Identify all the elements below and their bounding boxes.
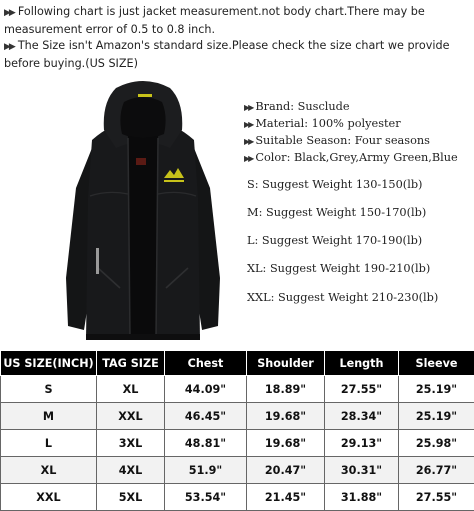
header-sleeve: Sleeve bbox=[399, 351, 474, 376]
double-right-arrow-icon: ▶▶ bbox=[244, 154, 252, 163]
double-right-arrow-icon: ▶▶ bbox=[4, 42, 14, 52]
cell-shoulder: 19.68" bbox=[247, 403, 325, 430]
cell-tag-size: XXL bbox=[97, 403, 165, 430]
jacket-illustration bbox=[58, 78, 228, 346]
note-text: Following chart is just jacket measurement.not body chart.There may be measurement error of 0.5 to 0.8 inch. bbox=[4, 5, 425, 36]
cell-sleeve: 27.55" bbox=[399, 484, 474, 511]
cell-us-size: XL bbox=[1, 457, 97, 484]
header-us-size: US SIZE(INCH) bbox=[1, 351, 97, 376]
header-chest: Chest bbox=[165, 351, 247, 376]
table-row bbox=[1, 484, 474, 511]
header-tag-size: TAG SIZE bbox=[97, 351, 165, 376]
double-right-arrow-icon: ▶▶ bbox=[244, 137, 252, 146]
cell-length: 30.31" bbox=[325, 457, 399, 484]
cell-tag-size: 4XL bbox=[97, 457, 165, 484]
double-right-arrow-icon: ▶▶ bbox=[4, 8, 14, 18]
cell-sleeve: 26.77" bbox=[399, 457, 474, 484]
spec-season bbox=[244, 132, 472, 149]
cell-us-size: XXL bbox=[1, 484, 97, 511]
weight-line-m: M: Suggest Weight 150-170(lb) bbox=[247, 206, 426, 219]
header-length: Length bbox=[325, 351, 399, 376]
double-right-arrow-icon: ▶▶ bbox=[244, 103, 252, 112]
cell-length: 29.13" bbox=[325, 430, 399, 457]
cell-sleeve: 25.98" bbox=[399, 430, 474, 457]
cell-us-size: S bbox=[1, 376, 97, 403]
spec-text: Color: Black,Grey,Army Green,Blue bbox=[255, 151, 457, 164]
table-row bbox=[1, 430, 474, 457]
cell-shoulder: 19.68" bbox=[247, 430, 325, 457]
cell-shoulder: 20.47" bbox=[247, 457, 325, 484]
cell-length: 31.88" bbox=[325, 484, 399, 511]
cell-length: 28.34" bbox=[325, 403, 399, 430]
spec-brand bbox=[244, 98, 472, 115]
measurement-notes bbox=[4, 4, 470, 72]
table-row bbox=[1, 376, 474, 403]
cell-chest: 51.9" bbox=[165, 457, 247, 484]
weight-line-l: L: Suggest Weight 170-190(lb) bbox=[247, 234, 422, 247]
double-right-arrow-icon: ▶▶ bbox=[244, 120, 252, 129]
cell-chest: 44.09" bbox=[165, 376, 247, 403]
size-chart-table bbox=[0, 350, 474, 511]
note-line bbox=[4, 38, 470, 72]
cell-tag-size: 5XL bbox=[97, 484, 165, 511]
cell-chest: 53.54" bbox=[165, 484, 247, 511]
cell-sleeve: 25.19" bbox=[399, 376, 474, 403]
spec-text: Brand: Susclude bbox=[255, 100, 349, 113]
table-header-row bbox=[1, 351, 474, 376]
cell-tag-size: 3XL bbox=[97, 430, 165, 457]
weight-line-xxl: XXL: Suggest Weight 210-230(lb) bbox=[247, 291, 438, 304]
cell-sleeve: 25.19" bbox=[399, 403, 474, 430]
note-line bbox=[4, 4, 470, 38]
weight-line-xl: XL: Suggest Weight 190-210(lb) bbox=[247, 262, 430, 275]
table-row bbox=[1, 457, 474, 484]
cell-tag-size: XL bbox=[97, 376, 165, 403]
note-text: The Size isn't Amazon's standard size.Please check the size chart we provide before buying.(US SIZE) bbox=[4, 39, 449, 70]
cell-us-size: M bbox=[1, 403, 97, 430]
cell-shoulder: 18.89" bbox=[247, 376, 325, 403]
cell-length: 27.55" bbox=[325, 376, 399, 403]
weight-line-s: S: Suggest Weight 130-150(lb) bbox=[247, 178, 422, 191]
jacket-product-image bbox=[58, 78, 228, 346]
cell-chest: 46.45" bbox=[165, 403, 247, 430]
product-specs bbox=[244, 98, 472, 166]
spec-text: Suitable Season: Four seasons bbox=[255, 134, 430, 147]
spec-color bbox=[244, 149, 472, 166]
cell-shoulder: 21.45" bbox=[247, 484, 325, 511]
spec-text: Material: 100% polyester bbox=[255, 117, 400, 130]
spec-material bbox=[244, 115, 472, 132]
cell-chest: 48.81" bbox=[165, 430, 247, 457]
header-shoulder: Shoulder bbox=[247, 351, 325, 376]
cell-us-size: L bbox=[1, 430, 97, 457]
table-row bbox=[1, 403, 474, 430]
